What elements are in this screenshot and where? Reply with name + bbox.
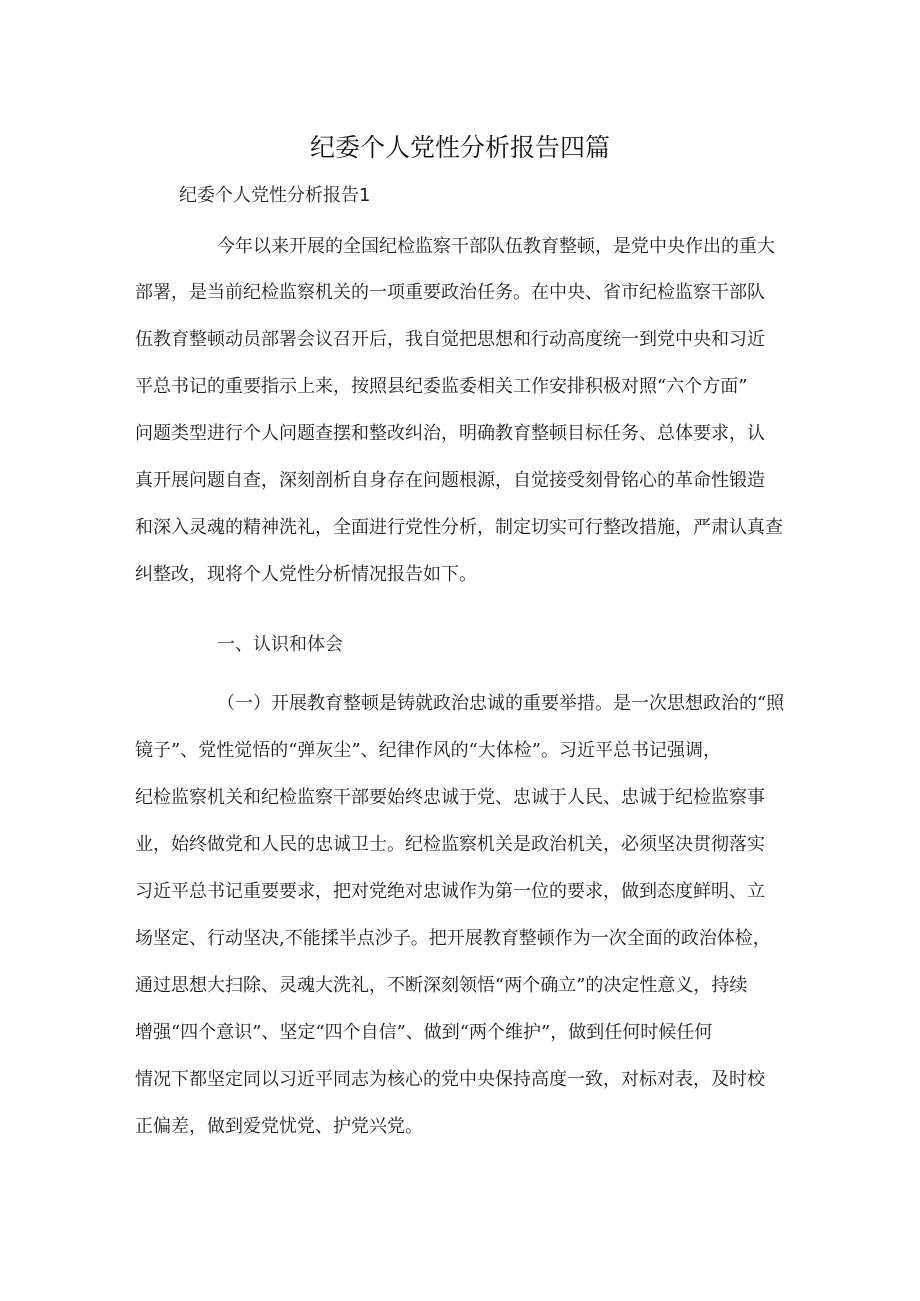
paragraph-line: 镜子”、党性觉悟的“弹灰尘”、纪律作风的“大体检”。习近平总书记强调， (135, 740, 722, 761)
paragraph-line: 和深入灵魂的精神洗礼，全面进行党性分析，制定切实可行整改措施，严肃认真查 (135, 517, 783, 538)
section-heading: 一、认识和体会 (217, 634, 343, 655)
paragraph-line: 真开展问题自查，深刻剖析自身存在问题根源，自觉接受刻骨铭心的革命性锻造 (135, 470, 765, 491)
paragraph-line: 伍教育整顿动员部署会议召开后，我自觉把思想和行动高度统一到党中央和习近 (135, 329, 765, 350)
paragraph-line: 纠整改，现将个人党性分析情况报告如下。 (135, 564, 477, 585)
paragraph-line: 平总书记的重要指示上来，按照县纪委监委相关工作安排积极对照“六个方面” (135, 376, 748, 397)
paragraph-line: 情况下都坚定同以习近平同志为核心的党中央保持高度一致，对标对表，及时校 (135, 1069, 765, 1090)
paragraph-line: 今年以来开展的全国纪检监察干部队伍教育整顿，是党中央作出的重大 (217, 236, 775, 257)
paragraph-line: 习近平总书记重要要求，把对党绝对忠诚作为第一位的要求，做到态度鲜明、立 (135, 881, 765, 902)
paragraph-line: （一）开展教育整顿是铸就政治忠诚的重要举措。是一次思想政治的“照 (217, 693, 785, 714)
document-title: 纪委个人党性分析报告四篇 (309, 133, 610, 162)
paragraph-line: 问题类型进行个人问题查摆和整改纠治，明确教育整顿目标任务、总体要求，认 (135, 423, 765, 444)
paragraph-line: 增强“四个意识”、坚定“四个自信”、做到“两个维护”，做到任何时候任何 (135, 1022, 713, 1043)
paragraph-line: 正偏差，做到爱党忧党、护党兴党。 (135, 1116, 423, 1137)
report-heading: 纪委个人党性分析报告1 (179, 185, 371, 206)
paragraph-line: 业，始终做党和人民的忠诚卫士。纪检监察机关是政治机关，必须坚决贯彻落实 (135, 834, 765, 855)
paragraph-line: 纪检监察机关和纪检监察干部要始终忠诚于党、忠诚于人民、忠诚于纪检监察事 (135, 787, 765, 808)
paragraph-line: 场坚定、行动坚决,不能揉半点沙子。把开展教育整顿作为一次全面的政治体检， (135, 928, 771, 949)
paragraph-line: 部署，是当前纪检监察机关的一项重要政治任务。在中央、省市纪检监察干部队 (135, 282, 765, 303)
paragraph-line: 通过思想大扫除、灵魂大洗礼，不断深刻领悟“两个确立”的决定性意义，持续 (135, 975, 748, 996)
